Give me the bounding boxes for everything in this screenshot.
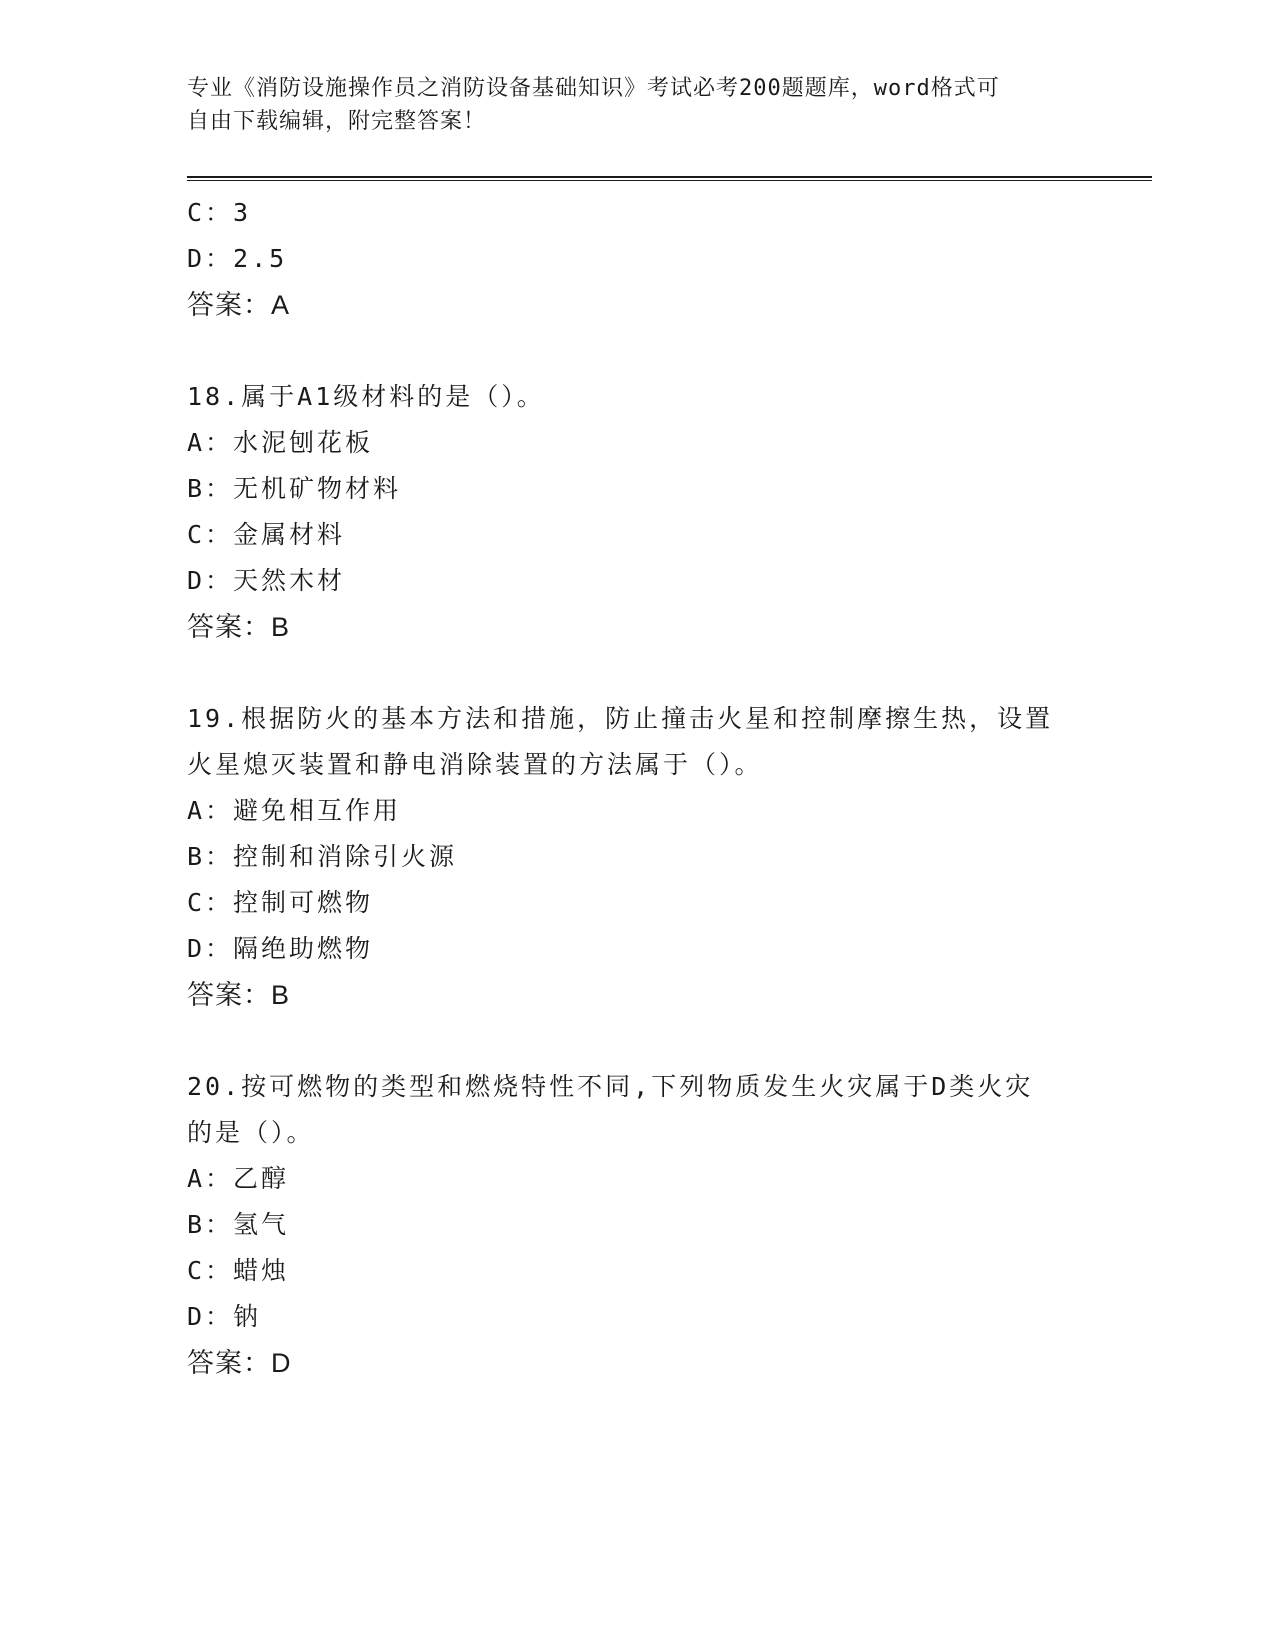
carryover-block — [187, 190, 1087, 328]
spacer — [187, 328, 1087, 374]
question-19 — [187, 696, 1087, 1018]
option-d: D：隔绝助燃物 — [187, 934, 374, 963]
option-b: B：氢气 — [187, 1210, 290, 1239]
question-text-continued: 的是（）。 — [187, 1118, 315, 1147]
option-a: A：避免相互作用 — [187, 796, 402, 825]
document-header — [187, 72, 1067, 138]
header-line-2: 自由下载编辑，附完整答案！ — [187, 109, 487, 134]
option-c: C：蜡烛 — [187, 1256, 290, 1285]
option-a: A：乙醇 — [187, 1164, 290, 1193]
spacer — [187, 650, 1087, 696]
answer-label: 答案：B — [187, 612, 291, 642]
question-20 — [187, 1064, 1087, 1386]
answer-label: 答案：A — [187, 290, 291, 320]
header-divider — [187, 176, 1152, 181]
question-text: 18.属于A1级材料的是（）。 — [187, 382, 545, 411]
option-b: B：控制和消除引火源 — [187, 842, 458, 871]
option-d: D：2.5 — [187, 244, 288, 273]
option-c: C：金属材料 — [187, 520, 346, 549]
option-c: C：控制可燃物 — [187, 888, 374, 917]
option-a: A：水泥刨花板 — [187, 428, 374, 457]
question-list — [187, 190, 1087, 1386]
question-text: 20.按可燃物的类型和燃烧特性不同,下列物质发生火灾属于D类火灾 — [187, 1072, 1034, 1101]
answer-label: 答案：D — [187, 1348, 292, 1378]
option-d: D：钠 — [187, 1302, 262, 1331]
option-c: C：3 — [187, 198, 252, 227]
question-text: 19.根据防火的基本方法和措施，防止撞击火星和控制摩擦生热，设置 — [187, 704, 1054, 733]
header-line-1: 专业《消防设施操作员之消防设备基础知识》考试必考200题题库，word格式可 — [187, 76, 1000, 101]
question-18 — [187, 374, 1087, 650]
answer-label: 答案：B — [187, 980, 291, 1010]
question-text-continued: 火星熄灭装置和静电消除装置的方法属于（）。 — [187, 750, 763, 779]
option-b: B：无机矿物材料 — [187, 474, 402, 503]
option-d: D：天然木材 — [187, 566, 346, 595]
spacer — [187, 1018, 1087, 1064]
